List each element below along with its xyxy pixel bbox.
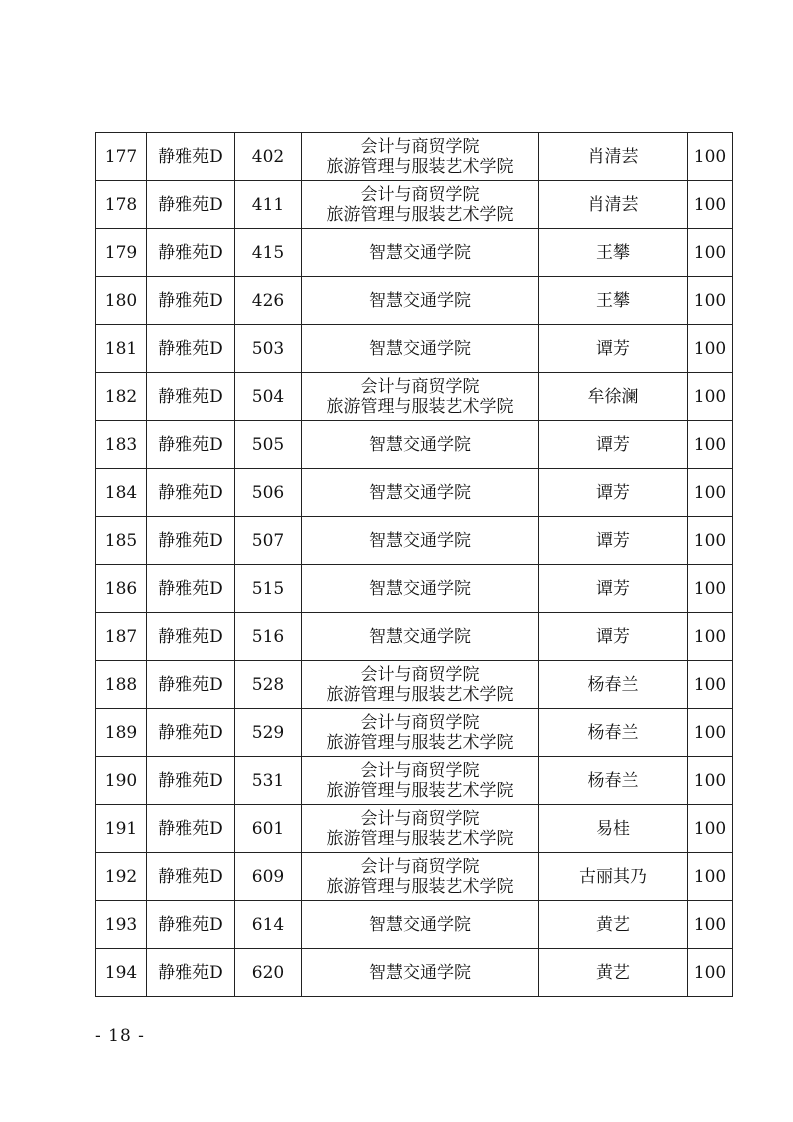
table-row xyxy=(96,277,733,325)
college-name: 智慧交通学院 xyxy=(369,338,471,359)
teacher-name-cell: 易桂 xyxy=(539,805,688,853)
building-cell: 静雅苑D xyxy=(147,661,235,709)
table-row xyxy=(96,757,733,805)
college-name: 会计与商贸学院 xyxy=(360,712,480,733)
score-cell: 100 xyxy=(688,709,733,757)
table-row xyxy=(96,469,733,517)
room-number-cell: 504 xyxy=(235,373,302,421)
building-cell: 静雅苑D xyxy=(147,901,235,949)
row-number-cell: 194 xyxy=(96,949,147,997)
score-cell: 100 xyxy=(688,757,733,805)
college-cell xyxy=(302,181,539,229)
table-row xyxy=(96,949,733,997)
score-cell: 100 xyxy=(688,661,733,709)
room-number-cell: 601 xyxy=(235,805,302,853)
score-cell: 100 xyxy=(688,613,733,661)
teacher-name-cell: 黄艺 xyxy=(539,901,688,949)
teacher-name-cell: 谭芳 xyxy=(539,325,688,373)
room-number-cell: 415 xyxy=(235,229,302,277)
college-cell xyxy=(302,661,539,709)
college-name: 智慧交通学院 xyxy=(369,242,471,263)
score-cell: 100 xyxy=(688,133,733,181)
teacher-name-cell: 王攀 xyxy=(539,229,688,277)
table-row xyxy=(96,661,733,709)
room-number-cell: 516 xyxy=(235,613,302,661)
building-cell: 静雅苑D xyxy=(147,181,235,229)
row-number-cell: 190 xyxy=(96,757,147,805)
score-cell: 100 xyxy=(688,901,733,949)
building-cell: 静雅苑D xyxy=(147,853,235,901)
college-cell xyxy=(302,565,539,613)
teacher-name-cell: 杨春兰 xyxy=(539,757,688,805)
building-cell: 静雅苑D xyxy=(147,421,235,469)
room-number-cell: 531 xyxy=(235,757,302,805)
room-number-cell: 609 xyxy=(235,853,302,901)
row-number-cell: 181 xyxy=(96,325,147,373)
table-row xyxy=(96,373,733,421)
college-cell xyxy=(302,421,539,469)
row-number-cell: 187 xyxy=(96,613,147,661)
teacher-name-cell: 杨春兰 xyxy=(539,661,688,709)
row-number-cell: 186 xyxy=(96,565,147,613)
room-number-cell: 503 xyxy=(235,325,302,373)
row-number-cell: 178 xyxy=(96,181,147,229)
room-number-cell: 528 xyxy=(235,661,302,709)
table-row xyxy=(96,229,733,277)
score-cell: 100 xyxy=(688,517,733,565)
college-name: 会计与商贸学院 xyxy=(360,760,480,781)
college-cell xyxy=(302,277,539,325)
college-name: 旅游管理与服装艺术学院 xyxy=(326,732,514,753)
table-row xyxy=(96,517,733,565)
score-cell: 100 xyxy=(688,853,733,901)
college-name: 智慧交通学院 xyxy=(369,530,471,551)
teacher-name-cell: 谭芳 xyxy=(539,421,688,469)
college-cell xyxy=(302,517,539,565)
building-cell: 静雅苑D xyxy=(147,325,235,373)
college-name: 旅游管理与服装艺术学院 xyxy=(326,828,514,849)
college-name: 智慧交通学院 xyxy=(369,434,471,455)
score-cell: 100 xyxy=(688,421,733,469)
score-cell: 100 xyxy=(688,325,733,373)
college-name: 旅游管理与服装艺术学院 xyxy=(326,396,514,417)
table-row xyxy=(96,901,733,949)
room-number-cell: 515 xyxy=(235,565,302,613)
table-row xyxy=(96,421,733,469)
college-cell xyxy=(302,229,539,277)
teacher-name-cell: 谭芳 xyxy=(539,469,688,517)
college-name: 旅游管理与服装艺术学院 xyxy=(326,684,514,705)
score-cell: 100 xyxy=(688,229,733,277)
score-cell: 100 xyxy=(688,565,733,613)
score-cell: 100 xyxy=(688,469,733,517)
row-number-cell: 189 xyxy=(96,709,147,757)
college-cell xyxy=(302,373,539,421)
room-number-cell: 505 xyxy=(235,421,302,469)
row-number-cell: 193 xyxy=(96,901,147,949)
teacher-name-cell: 肖清芸 xyxy=(539,133,688,181)
building-cell: 静雅苑D xyxy=(147,277,235,325)
college-name: 会计与商贸学院 xyxy=(360,664,480,685)
building-cell: 静雅苑D xyxy=(147,373,235,421)
college-name: 会计与商贸学院 xyxy=(360,376,480,397)
teacher-name-cell: 黄艺 xyxy=(539,949,688,997)
table-row xyxy=(96,133,733,181)
teacher-name-cell: 杨春兰 xyxy=(539,709,688,757)
room-number-cell: 614 xyxy=(235,901,302,949)
building-cell: 静雅苑D xyxy=(147,757,235,805)
college-cell xyxy=(302,325,539,373)
room-number-cell: 620 xyxy=(235,949,302,997)
college-name: 智慧交通学院 xyxy=(369,626,471,647)
college-name: 旅游管理与服装艺术学院 xyxy=(326,780,514,801)
college-name: 智慧交通学院 xyxy=(369,578,471,599)
building-cell: 静雅苑D xyxy=(147,949,235,997)
table-row xyxy=(96,709,733,757)
row-number-cell: 180 xyxy=(96,277,147,325)
college-name: 会计与商贸学院 xyxy=(360,136,480,157)
college-cell xyxy=(302,853,539,901)
room-number-cell: 506 xyxy=(235,469,302,517)
college-cell xyxy=(302,133,539,181)
table-row xyxy=(96,181,733,229)
college-name: 旅游管理与服装艺术学院 xyxy=(326,204,514,225)
building-cell: 静雅苑D xyxy=(147,469,235,517)
row-number-cell: 183 xyxy=(96,421,147,469)
row-number-cell: 191 xyxy=(96,805,147,853)
building-cell: 静雅苑D xyxy=(147,565,235,613)
college-cell xyxy=(302,469,539,517)
room-number-cell: 402 xyxy=(235,133,302,181)
college-cell xyxy=(302,757,539,805)
room-number-cell: 507 xyxy=(235,517,302,565)
teacher-name-cell: 肖清芸 xyxy=(539,181,688,229)
row-number-cell: 179 xyxy=(96,229,147,277)
table-row xyxy=(96,805,733,853)
score-cell: 100 xyxy=(688,181,733,229)
college-cell xyxy=(302,709,539,757)
teacher-name-cell: 古丽其乃 xyxy=(539,853,688,901)
college-name: 旅游管理与服装艺术学院 xyxy=(326,876,514,897)
college-cell xyxy=(302,949,539,997)
teacher-name-cell: 王攀 xyxy=(539,277,688,325)
college-name: 智慧交通学院 xyxy=(369,914,471,935)
table-body xyxy=(96,133,733,997)
score-cell: 100 xyxy=(688,949,733,997)
table-row xyxy=(96,325,733,373)
building-cell: 静雅苑D xyxy=(147,613,235,661)
score-cell: 100 xyxy=(688,277,733,325)
college-name: 智慧交通学院 xyxy=(369,962,471,983)
teacher-name-cell: 牟徐澜 xyxy=(539,373,688,421)
row-number-cell: 184 xyxy=(96,469,147,517)
page-number: - 18 - xyxy=(95,1026,145,1046)
table-row xyxy=(96,565,733,613)
college-name: 会计与商贸学院 xyxy=(360,184,480,205)
row-number-cell: 185 xyxy=(96,517,147,565)
row-number-cell: 192 xyxy=(96,853,147,901)
table-row xyxy=(96,853,733,901)
room-number-cell: 411 xyxy=(235,181,302,229)
row-number-cell: 182 xyxy=(96,373,147,421)
dormitory-score-table xyxy=(95,132,733,997)
college-cell xyxy=(302,613,539,661)
table-row xyxy=(96,613,733,661)
row-number-cell: 177 xyxy=(96,133,147,181)
building-cell: 静雅苑D xyxy=(147,805,235,853)
college-name: 旅游管理与服装艺术学院 xyxy=(326,156,514,177)
teacher-name-cell: 谭芳 xyxy=(539,613,688,661)
college-name: 智慧交通学院 xyxy=(369,290,471,311)
college-cell xyxy=(302,805,539,853)
college-cell xyxy=(302,901,539,949)
building-cell: 静雅苑D xyxy=(147,133,235,181)
college-name: 智慧交通学院 xyxy=(369,482,471,503)
row-number-cell: 188 xyxy=(96,661,147,709)
score-cell: 100 xyxy=(688,373,733,421)
room-number-cell: 529 xyxy=(235,709,302,757)
teacher-name-cell: 谭芳 xyxy=(539,517,688,565)
college-name: 会计与商贸学院 xyxy=(360,856,480,877)
college-name: 会计与商贸学院 xyxy=(360,808,480,829)
room-number-cell: 426 xyxy=(235,277,302,325)
building-cell: 静雅苑D xyxy=(147,517,235,565)
score-cell: 100 xyxy=(688,805,733,853)
teacher-name-cell: 谭芳 xyxy=(539,565,688,613)
building-cell: 静雅苑D xyxy=(147,229,235,277)
building-cell: 静雅苑D xyxy=(147,709,235,757)
